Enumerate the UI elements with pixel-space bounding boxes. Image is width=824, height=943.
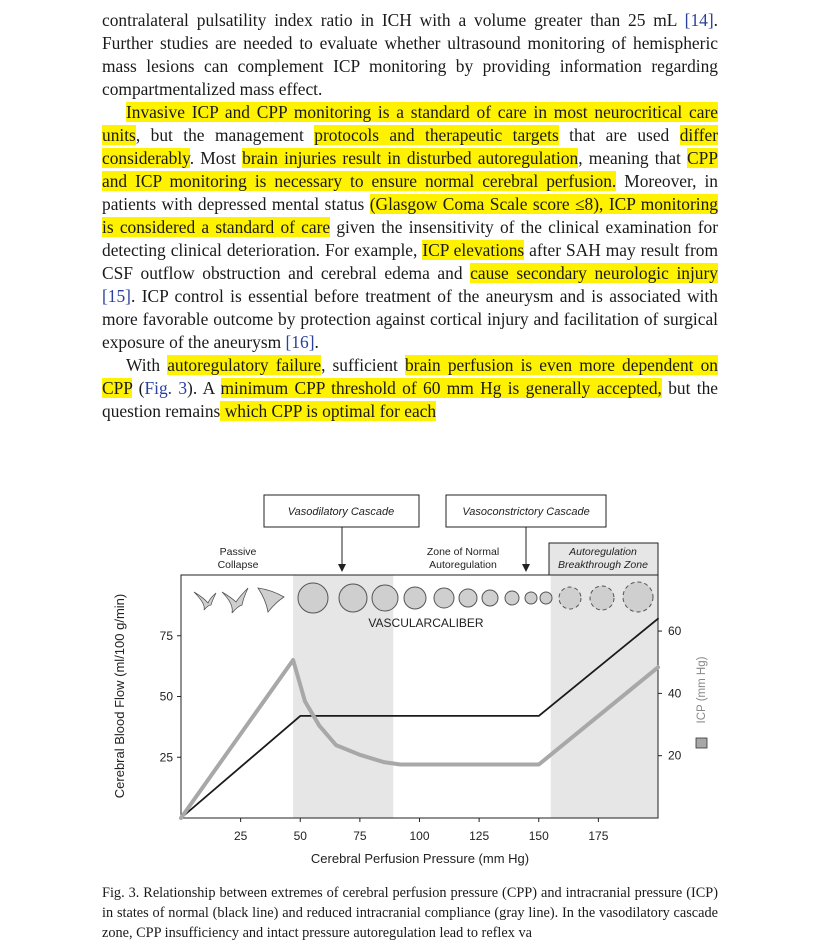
label-autoregulation: Autoregulation: [429, 559, 497, 571]
vessel-icon: [525, 592, 537, 604]
x-tick-label: 75: [353, 829, 367, 843]
figure-link[interactable]: Fig. 3: [144, 378, 188, 398]
x-tick-label: 175: [588, 829, 609, 843]
label-zone-normal: Zone of Normal: [426, 546, 500, 558]
x-axis-title: Cerebral Perfusion Pressure (mm Hg): [310, 851, 530, 866]
collapsed-vessel-icon: [222, 588, 248, 613]
citation-link[interactable]: [14]: [684, 10, 714, 30]
paragraph-2: Invasive ICP and CPP monitoring is a standard of care in most neurocritical care units, but the management protocols and therapeutic targets that are used differ considerably. Most brain injuries result in disturbed autoregulation, meaning that CPP and ICP monitoring is necessary to ensure normal cerebral perfusion. Moreover, in patients with depressed mental status (Glasgow Coma Scale score ≤8), ICP monitoring is considered a standard of care given the insensitivity of the clinical examination for detecting clinical deterioration. For example, ICP elevations after SAH may result from CSF outflow obstruction and cerebral edema and cause secondary neurologic injury [15]. ICP control is essential before treatment of the aneurysm and is associated with more favorable outcome by protection against cortical injury and facilitation of surgical exposure of the aneurysm [16].: [102, 102, 719, 352]
highlight: minimum CPP threshold of 60 mm Hg is generally accepted,: [220, 378, 662, 398]
vessel-icon: [459, 589, 477, 607]
highlight: differ considerably: [102, 125, 718, 168]
vascular-caliber-label: VASCULARCALIBER: [368, 616, 484, 630]
vessel-icon: [298, 583, 328, 613]
y2-tick-label: 20: [668, 748, 682, 763]
citation-link[interactable]: [16]: [285, 332, 315, 352]
collapsed-vessel-icon: [258, 588, 284, 612]
y-tick-label: 75: [159, 628, 173, 643]
caption-lead: Fig. 3.: [102, 885, 140, 901]
x-tick-label: 50: [293, 829, 307, 843]
x-tick-label: 125: [469, 829, 490, 843]
highlight: ICP elevations: [422, 240, 525, 260]
highlight: CPP and ICP monitoring is necessary to ensure normal cerebral perfusion.: [102, 148, 718, 191]
highlight: cause secondary neurologic injury: [470, 263, 718, 283]
y2-axis: [658, 624, 682, 763]
highlight: protocols and therapeutic targets: [314, 125, 559, 145]
x-axis: [234, 818, 609, 843]
dilated-vessel-icon: [590, 586, 614, 610]
gray-legend-swatch: [696, 738, 707, 748]
x-tick-label: 150: [528, 829, 549, 843]
figure-caption: [102, 883, 718, 943]
label-passive: Passive: [219, 546, 257, 558]
svg-text:Breakthrough Zone: Breakthrough Zone: [558, 559, 648, 571]
svg-text:Vasodilatory Cascade: Vasodilatory Cascade: [287, 506, 395, 518]
svg-text:Vasoconstrictory Cascade: Vasoconstrictory Cascade: [462, 506, 590, 518]
y2-tick-label: 40: [668, 686, 682, 701]
breakthrough-label-box: [549, 543, 658, 575]
vessel-icon: [434, 588, 454, 608]
x-tick-label: 25: [233, 829, 248, 843]
arrow-vasodilatory: [338, 527, 346, 572]
arrow-vasoconstrictory: [522, 527, 530, 572]
vessel-icon: [482, 590, 498, 606]
y-tick-label: 25: [159, 750, 173, 765]
vasodilatory-cascade-box: [264, 495, 419, 527]
label-collapse: Collapse: [217, 559, 259, 571]
vessel-icon: [372, 585, 398, 611]
caption-text: Relationship between extremes of cerebral perfusion pressure (CPP) and intracranial pressure (ICP) in states of normal (black line) and reduced intracranial compliance (gray line). In the vasodilatory cascade zone, CPP insufficiency and intact pressure autoregulation lead to reflex va: [102, 885, 718, 941]
y2-axis-title: ICP (mm Hg): [696, 656, 708, 724]
vessel-icon: [339, 584, 367, 612]
highlight: autoregulatory failure: [167, 355, 322, 375]
vessel-icon: [505, 591, 519, 605]
paragraph-3: With autoregulatory failure, sufficient brain perfusion is even more dependent on CPP (Fig. 3). A minimum CPP threshold of 60 mm Hg is generally accepted, but the question remains which CPP is optimal for each: [102, 355, 719, 421]
highlight: (Glasgow Coma Scale score ≤8), ICP monitoring is considered a standard of care: [102, 194, 718, 237]
dilated-vessel-icon: [559, 587, 581, 609]
vasoconstrictory-cascade-box: [446, 495, 606, 527]
y-axis-title: Cerebral Blood Flow (ml/100 g/min): [112, 593, 127, 799]
collapsed-vessel-icon: [194, 592, 216, 610]
highlight: brain injuries result in disturbed autoregulation: [242, 148, 579, 168]
y-axis: [160, 629, 181, 765]
dilated-vessel-icon: [623, 582, 653, 612]
svg-text:Autoregulation: Autoregulation: [569, 546, 637, 558]
paragraph-1: contralateral pulsatility index ratio in ICH with a volume greater than 25 mL [14]. Further studies are needed to evaluate whether ultrasound monitoring of hemispheric mass lesions can complement ICP monitoring by providing information regarding compartmentalized mass effect.: [102, 10, 718, 99]
vessel-icon: [404, 587, 426, 609]
y-tick-label: 50: [159, 689, 173, 704]
highlight: brain perfusion is even more dependent on CPP: [102, 355, 718, 398]
citation-link[interactable]: [15]: [102, 286, 131, 306]
highlight: which CPP is optimal for each: [220, 401, 437, 421]
vessel-icon: [540, 592, 552, 604]
x-tick-label: 100: [409, 829, 430, 843]
highlight: Invasive ICP and CPP monitoring is a standard of care in most neurocritical care units: [102, 102, 718, 145]
y2-tick-label: 60: [668, 624, 682, 639]
